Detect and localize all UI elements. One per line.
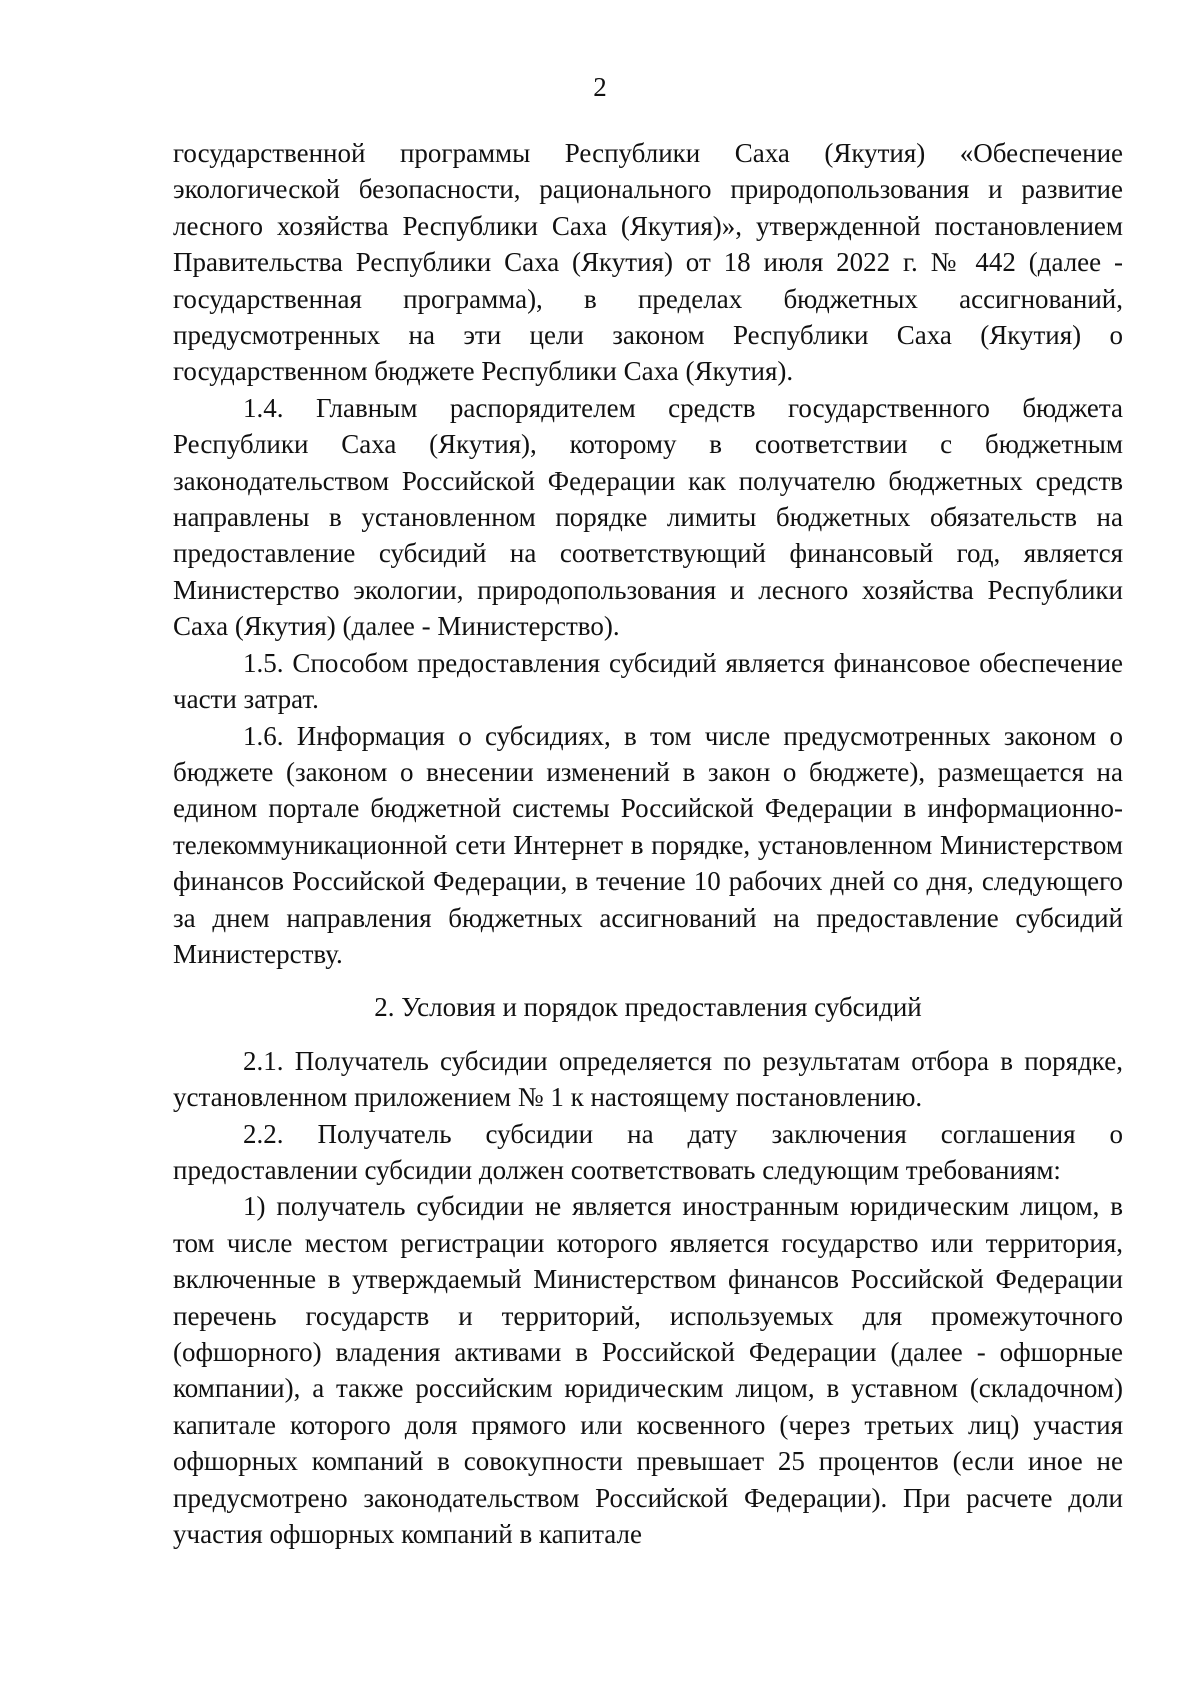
section-heading-2: 2. Условия и порядок предоставления субсидий xyxy=(374,992,922,1023)
paragraph-2-2: 2.2. Получатель субсидии на дату заключения соглашения о предоставлении субсидии должен соответствовать следующим требованиям: xyxy=(173,1118,1123,1185)
paragraph-1-4: 1.4. Главным распорядителем средств государственного бюджета Республики Саха (Якутия), которому в соответствии с бюджетным законодательством Российской Федерации как получателю бюджетных средств направлены в установленном порядке лимиты бюджетных обязательств на предоставление субсидий на соответствующий финансовый год, является Министерство экологии, природопользования и лесного хозяйства Республики Саха (Якутия) (далее - Министерство). xyxy=(173,392,1123,642)
paragraph-2-1: 2.1. Получатель субсидии определяется по результатам отбора в порядке, установленном приложением № 1 к настоящему постановлению. xyxy=(173,1045,1123,1113)
page-number: 2 xyxy=(593,72,607,102)
paragraph-continuation: государственной программы Республики Саха (Якутия) «Обеспечение экологической безопасности, рационального природопользования и развитие лесного хозяйства Республики Саха (Якутия)», утвержденной постановлением Правительства Республики Саха (Якутия) от 18 июля 2022 г. № 442 (далее - государственная программа), в пределах бюджетных ассигнований, предусмотренных на эти цели законом Республики Саха (Якутия) о государственном бюджете Республики Саха (Якутия). xyxy=(173,138,1123,387)
paragraph-1-6: 1.6. Информация о субсидиях, в том числе предусмотренных законом о бюджете (законом о внесении изменений в закон о бюджете), размещается на едином портале бюджетной системы Российской Федерации в информационно-телекоммуникационной сети Интернет в порядке, установленном Министерством финансов Российской Федерации, в течение 10 рабочих дней со дня, следующего за днем направления бюджетных ассигнований на предоставление субсидий Министерству. xyxy=(173,720,1123,969)
paragraph-1-5: 1.5. Способом предоставления субсидий является финансовое обеспечение части затрат. xyxy=(173,647,1123,715)
paragraph-2-2-item-1: 1) получатель субсидии не является иностранным юридическим лицом, в том числе местом регистрации которого является государство или территория, включенные в утверждаемый Министерством финансов Российской Федерации перечень государств и территорий, используемых для промежуточного (офшорного) владения активами в Российской Федерации (далее - офшорные компании), а также российским юридическим лицом, в уставном (складочном) капитале которого доля прямого или косвенного (через третьих лиц) участия офшорных компаний в совокупности превышает 25 процентов (если иное не предусмотрено законодательством Российской Федерации). При расчете доли участия офшорных компаний в капитале xyxy=(173,1191,1123,1550)
document-body xyxy=(173,135,1123,1552)
